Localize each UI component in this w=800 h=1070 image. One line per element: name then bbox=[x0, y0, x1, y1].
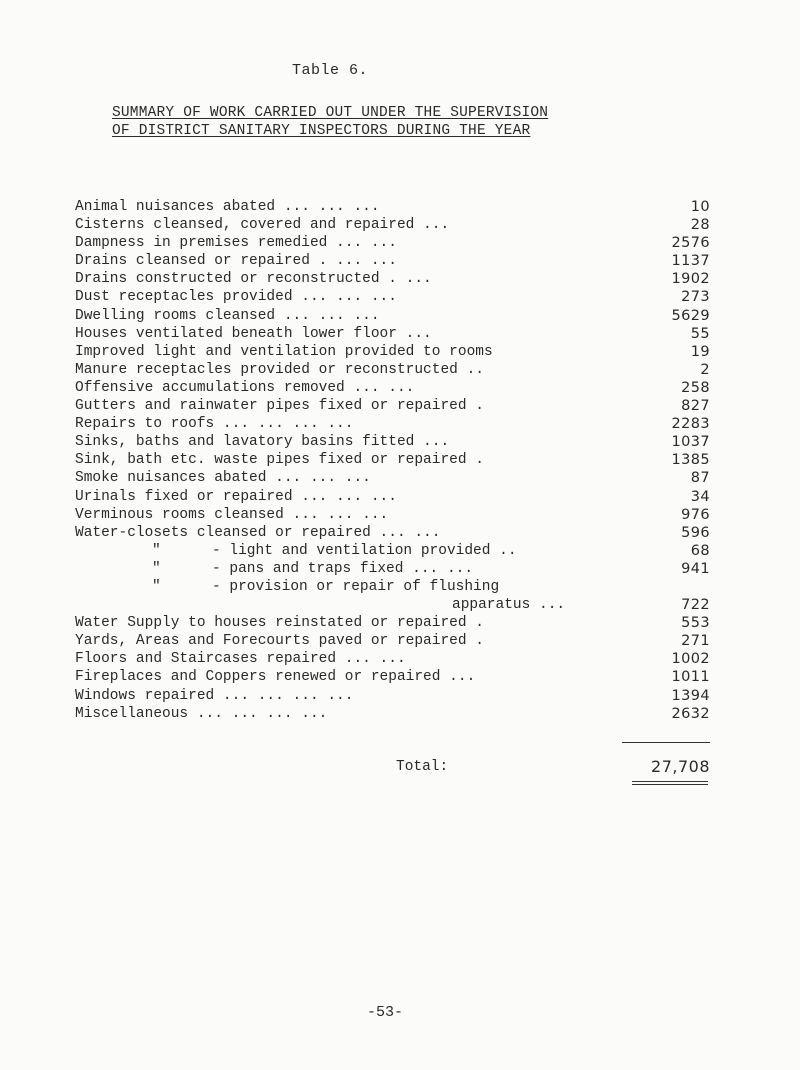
table-heading bbox=[112, 104, 682, 140]
row-label: Miscellaneous ... ... ... ... bbox=[75, 705, 328, 722]
row-label: Houses ventilated beneath lower floor ... bbox=[75, 325, 432, 342]
total-value: 27,708 bbox=[651, 757, 710, 776]
total-double-rule bbox=[632, 781, 708, 785]
row-value: 2632 bbox=[671, 705, 710, 722]
row-value: 1037 bbox=[671, 434, 710, 451]
row-value: 1385 bbox=[671, 452, 710, 469]
row-value: 2283 bbox=[671, 416, 710, 433]
table-row bbox=[0, 668, 800, 686]
row-value: 258 bbox=[681, 379, 710, 396]
ditto-mark: " bbox=[152, 542, 161, 559]
heading-line-1: SUMMARY OF WORK CARRIED OUT UNDER THE SUPERVISION bbox=[112, 105, 549, 121]
table-row bbox=[0, 705, 800, 723]
table-row bbox=[0, 361, 800, 379]
table-row bbox=[0, 379, 800, 397]
table-row bbox=[0, 343, 800, 361]
row-value: 5629 bbox=[671, 307, 710, 324]
row-value: 976 bbox=[681, 506, 710, 523]
total-label: Total: bbox=[396, 759, 449, 775]
table-row bbox=[0, 488, 800, 506]
row-value: 1394 bbox=[671, 687, 710, 704]
row-label: Fireplaces and Coppers renewed or repaired ... bbox=[75, 669, 476, 686]
row-label: Urinals fixed or repaired ... ... ... bbox=[75, 488, 397, 505]
sum-rule bbox=[622, 742, 710, 743]
table-row bbox=[0, 451, 800, 469]
table-row bbox=[0, 650, 800, 668]
table-row bbox=[0, 397, 800, 415]
row-label: Offensive accumulations removed ... ... bbox=[75, 379, 415, 396]
row-value: 827 bbox=[681, 398, 710, 415]
row-label: Manure receptacles provided or reconstructed .. bbox=[75, 361, 484, 378]
page-number: -53- bbox=[367, 1004, 404, 1021]
row-label: Verminous rooms cleansed ... ... ... bbox=[75, 506, 389, 523]
row-label: Sink, bath etc. waste pipes fixed or repaired . bbox=[75, 452, 484, 469]
row-label: Dampness in premises remedied ... ... bbox=[75, 235, 397, 252]
table-row bbox=[0, 325, 800, 343]
table-row bbox=[0, 307, 800, 325]
row-value: 1011 bbox=[671, 669, 710, 686]
row-label: - provision or repair of flushing bbox=[212, 578, 500, 595]
row-value: 1002 bbox=[671, 651, 710, 668]
table-row bbox=[0, 687, 800, 705]
row-value: 941 bbox=[681, 560, 710, 577]
heading-line-2: OF DISTRICT SANITARY INSPECTORS DURING THE YEAR bbox=[112, 123, 531, 139]
row-label: Improved light and ventilation provided to rooms bbox=[75, 343, 493, 360]
table-row bbox=[0, 578, 800, 596]
table-row bbox=[0, 506, 800, 524]
row-label: Drains cleansed or repaired . ... ... bbox=[75, 253, 397, 270]
row-label: Floors and Staircases repaired ... ... bbox=[75, 651, 406, 668]
table-row bbox=[0, 632, 800, 650]
summary-table bbox=[0, 198, 800, 723]
row-value: 87 bbox=[690, 470, 710, 487]
table-row bbox=[0, 542, 800, 560]
table-row bbox=[0, 596, 800, 614]
row-label: Smoke nuisances abated ... ... ... bbox=[75, 470, 371, 487]
table-row bbox=[0, 415, 800, 433]
table-label: Table 6. bbox=[292, 62, 369, 79]
table-row bbox=[0, 234, 800, 252]
row-label: Cisterns cleansed, covered and repaired ... bbox=[75, 217, 450, 234]
table-row bbox=[0, 560, 800, 578]
row-value: 273 bbox=[681, 289, 710, 306]
table-row bbox=[0, 252, 800, 270]
row-value: 722 bbox=[681, 597, 710, 614]
row-label: Animal nuisances abated ... ... ... bbox=[75, 199, 380, 215]
row-value: 553 bbox=[681, 615, 710, 632]
row-value: 19 bbox=[690, 343, 710, 360]
table-row bbox=[0, 433, 800, 451]
row-label: - pans and traps fixed ... ... bbox=[212, 560, 474, 577]
row-value: 55 bbox=[690, 325, 710, 342]
row-label: Dust receptacles provided ... ... ... bbox=[75, 289, 397, 306]
row-label: Repairs to roofs ... ... ... ... bbox=[75, 416, 354, 433]
row-label: Gutters and rainwater pipes fixed or repaired . bbox=[75, 398, 484, 415]
row-value: 34 bbox=[690, 488, 710, 505]
ditto-mark: " bbox=[152, 578, 161, 595]
row-value: 10 bbox=[690, 199, 710, 215]
row-label: Yards, Areas and Forecourts paved or repaired . bbox=[75, 633, 484, 650]
row-label: Windows repaired ... ... ... ... bbox=[75, 687, 354, 704]
table-row bbox=[0, 216, 800, 234]
row-label: - light and ventilation provided .. bbox=[212, 542, 517, 559]
table-row bbox=[0, 614, 800, 632]
table-row bbox=[0, 198, 800, 216]
row-value: 2 bbox=[700, 361, 710, 378]
table-row bbox=[0, 288, 800, 306]
row-value: 2576 bbox=[671, 235, 710, 252]
row-value: 1137 bbox=[671, 253, 710, 270]
ditto-mark: " bbox=[152, 560, 161, 577]
row-label: Water Supply to houses reinstated or repaired . bbox=[75, 615, 484, 632]
row-value: 1902 bbox=[671, 271, 710, 288]
row-value: 28 bbox=[690, 217, 710, 234]
table-row bbox=[0, 270, 800, 288]
row-value: 596 bbox=[681, 524, 710, 541]
table-row bbox=[0, 469, 800, 487]
row-label: Dwelling rooms cleansed ... ... ... bbox=[75, 307, 380, 324]
row-label: Drains constructed or reconstructed . ... bbox=[75, 271, 432, 288]
table-row bbox=[0, 524, 800, 542]
row-value: 271 bbox=[681, 633, 710, 650]
row-value: 68 bbox=[690, 542, 710, 559]
row-label: Sinks, baths and lavatory basins fitted ... bbox=[75, 434, 450, 451]
row-label: Water-closets cleansed or repaired ... ... bbox=[75, 524, 441, 541]
row-label: apparatus ... bbox=[452, 597, 566, 614]
